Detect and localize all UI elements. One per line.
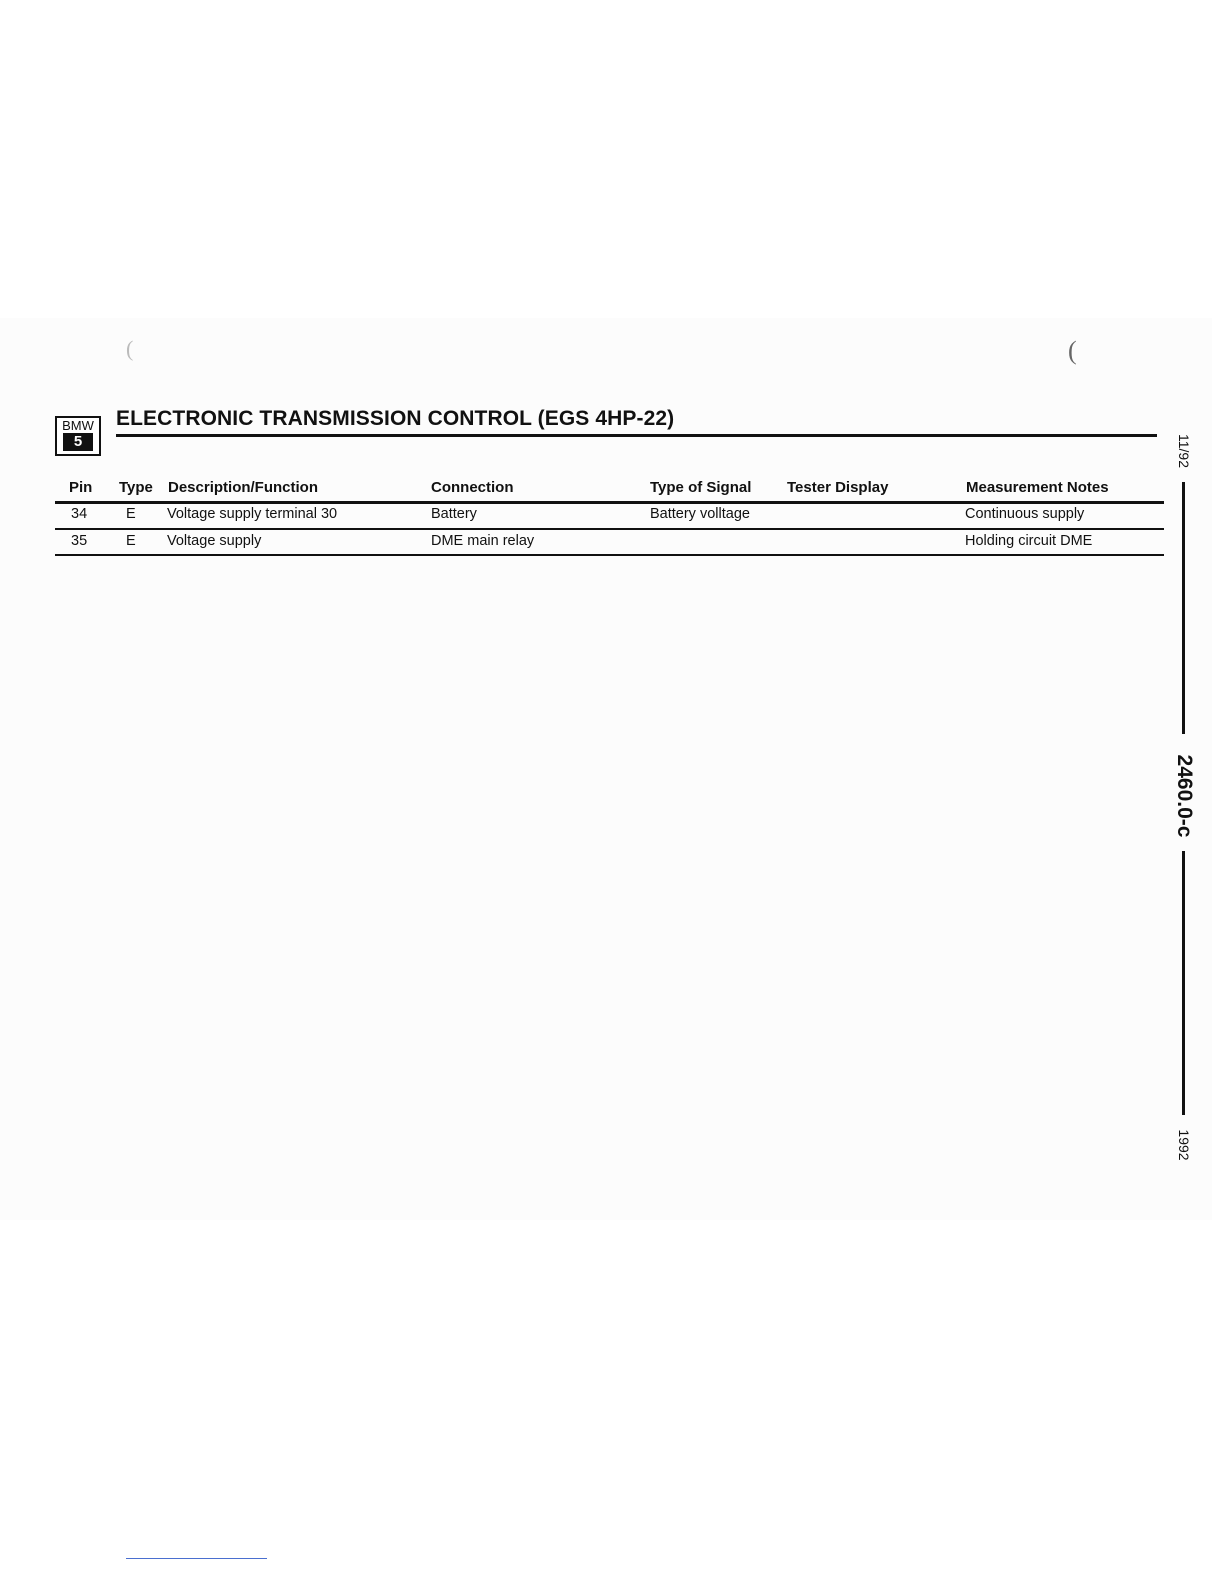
scan-artifact-right: ( <box>1068 336 1077 365</box>
cell-type: E <box>126 506 136 522</box>
column-header-measurement-notes: Measurement Notes <box>966 479 1109 496</box>
row-divider <box>55 528 1164 530</box>
cell-connection: DME main relay <box>431 533 535 549</box>
header-rule <box>55 501 1164 504</box>
column-header-signal: Type of Signal <box>650 479 752 496</box>
title-underline <box>116 434 1157 437</box>
logo-series-number: 5 <box>63 433 93 451</box>
cell-notes: Continuous supply <box>965 506 1085 522</box>
column-header-tester-display: Tester Display <box>787 479 889 496</box>
cell-description: Voltage supply terminal 30 <box>167 506 338 522</box>
side-bar-lower <box>1182 851 1185 1115</box>
bmw-series-logo <box>55 416 101 456</box>
scan-artifact-left: ( <box>126 336 134 361</box>
logo-brand-text: BMW <box>62 418 94 433</box>
cell-signal: Battery volltage <box>650 506 750 522</box>
column-header-description: Description/Function <box>168 479 318 496</box>
cell-description: Voltage supply <box>167 533 262 549</box>
cell-notes: Holding circuit DME <box>965 533 1093 549</box>
cell-pin: 35 <box>71 533 88 549</box>
side-year: 1992 <box>1176 1129 1192 1161</box>
column-header-type: Type <box>119 479 153 496</box>
cell-pin: 34 <box>71 506 88 522</box>
page-title: ELECTRONIC TRANSMISSION CONTROL (EGS 4HP-22) <box>116 407 675 430</box>
side-bar-upper <box>1182 482 1185 734</box>
column-header-connection: Connection <box>431 479 514 496</box>
cell-connection: Battery <box>431 506 477 522</box>
column-header-pin: Pin <box>69 479 93 496</box>
bottom-underline <box>126 1558 267 1559</box>
cell-type: E <box>126 533 136 549</box>
table-bottom-rule <box>55 554 1164 556</box>
side-document-number: 2460.0-c <box>1173 754 1196 838</box>
scanned-sheet <box>0 318 1212 1220</box>
side-date: 11/92 <box>1176 434 1192 468</box>
